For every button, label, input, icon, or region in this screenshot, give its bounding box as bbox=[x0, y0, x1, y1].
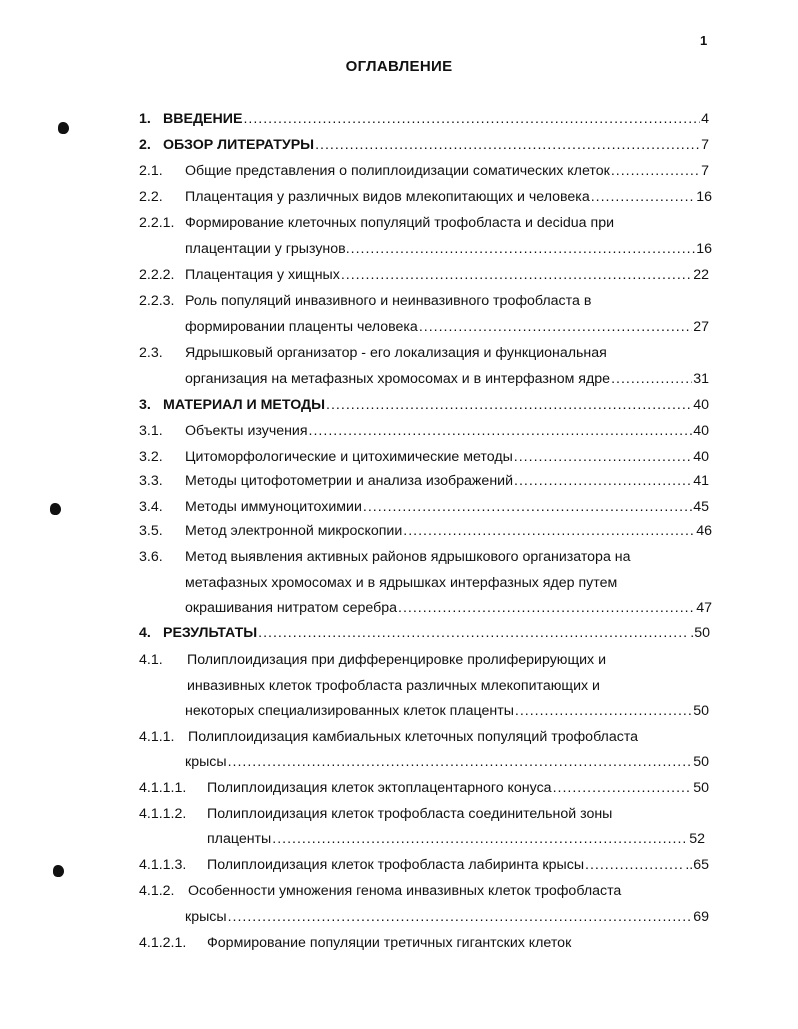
page-number: 1 bbox=[700, 33, 708, 48]
toc-entry-title[interactable]: Ядрышковый организатор - его локализация и функциональная bbox=[185, 345, 607, 361]
toc-entry-number: 3.4. bbox=[139, 499, 163, 515]
toc-entry-number: 2.2.2. bbox=[139, 267, 175, 283]
toc-entry-page: 31 bbox=[693, 371, 709, 387]
toc-entry-page: 50 bbox=[693, 780, 709, 796]
toc-entry-title: Метод электронной микроскопии bbox=[185, 523, 403, 539]
punch-hole-mark bbox=[53, 865, 64, 877]
punch-hole-mark bbox=[50, 503, 61, 515]
toc-entry[interactable] bbox=[185, 188, 712, 206]
toc-entry-title[interactable]: Метод выявления активных районов ядрышкового организатора на bbox=[185, 549, 631, 565]
toc-entry[interactable] bbox=[185, 240, 712, 258]
toc-entry-title-cont: крысы bbox=[185, 754, 227, 770]
toc-entry-title-cont: формировании плаценты человека bbox=[185, 319, 418, 335]
toc-entry-number: 4.1. bbox=[139, 652, 163, 668]
toc-entry-title: Полиплоидизация клеток эктоплацентарного конуса bbox=[207, 780, 552, 796]
toc-entry[interactable] bbox=[163, 396, 709, 414]
toc-entry[interactable] bbox=[185, 522, 712, 540]
toc-entry-title: МАТЕРИАЛ И МЕТОДЫ bbox=[163, 397, 326, 413]
toc-entry[interactable] bbox=[207, 856, 709, 874]
toc-entry-number: 3.2. bbox=[139, 449, 163, 465]
toc-entry-title[interactable]: Роль популяций инвазивного и неинвазивного трофобласта в bbox=[185, 293, 592, 309]
toc-entry-number: 2.3. bbox=[139, 345, 163, 361]
toc-entry-page: 16 bbox=[696, 189, 712, 205]
toc-entry[interactable] bbox=[185, 753, 709, 771]
toc-entry-title: Общие представления о полиплоидизации соматических клеток bbox=[185, 163, 610, 179]
toc-entry-number: 3. bbox=[139, 397, 151, 413]
toc-entry-number: 3.5. bbox=[139, 523, 163, 539]
toc-entry-number: 4. bbox=[139, 625, 151, 641]
toc-entry[interactable] bbox=[185, 702, 709, 720]
toc-entry-number: 2.2.1. bbox=[139, 215, 175, 231]
toc-entry-page: ..65 bbox=[685, 857, 709, 873]
toc-entry-title: Объекты изучения bbox=[185, 423, 308, 439]
toc-entry-number: 4.1.1.3. bbox=[139, 857, 187, 873]
toc-entry[interactable] bbox=[185, 266, 709, 284]
toc-entry[interactable] bbox=[207, 830, 705, 848]
toc-entry-title-cont: плацентации у грызунов. bbox=[185, 241, 350, 257]
toc-entry-page: 69 bbox=[693, 909, 709, 925]
toc-entry-title-cont[interactable]: инвазивных клеток трофобласта различных млекопитающих и bbox=[187, 678, 600, 694]
toc-entry-number: 3.3. bbox=[139, 473, 163, 489]
toc-entry-title[interactable]: Полиплоидизация камбиальных клеточных популяций трофобласта bbox=[188, 729, 639, 745]
toc-entry-page: 40 bbox=[693, 397, 709, 413]
toc-entry-page: .50 bbox=[690, 625, 710, 641]
toc-entry-title: Плацентация у хищных bbox=[185, 267, 340, 283]
toc-entry[interactable] bbox=[185, 472, 709, 490]
punch-hole-mark bbox=[58, 122, 69, 134]
toc-entry-title: Полиплоидизация клеток трофобласта лабиринта крысы bbox=[207, 857, 585, 873]
toc-entry-number: 2.2. bbox=[139, 189, 163, 205]
toc-entry[interactable] bbox=[185, 498, 709, 516]
toc-entry-page: 4 bbox=[701, 111, 709, 127]
toc-entry-title[interactable]: Полиплоидизация при дифференцировке пролиферирующих и bbox=[187, 652, 607, 668]
toc-entry[interactable] bbox=[163, 624, 710, 642]
toc-entry-title-cont: крысы bbox=[185, 909, 227, 925]
toc-entry[interactable] bbox=[185, 448, 709, 466]
toc-entry-title: Цитоморфологические и цитохимические методы bbox=[185, 449, 513, 465]
toc-entry[interactable] bbox=[185, 599, 712, 617]
toc-entry-number: 2. bbox=[139, 137, 151, 153]
page-title: ОГЛАВЛЕНИЕ bbox=[345, 58, 453, 75]
toc-entry-page: 22 bbox=[693, 267, 709, 283]
toc-entry-page: 46 bbox=[696, 523, 712, 539]
toc-entry-page: 41 bbox=[693, 473, 709, 489]
toc-entry[interactable] bbox=[207, 779, 709, 797]
toc-entry-page: 7 bbox=[701, 137, 709, 153]
toc-entry-title: ВВЕДЕНИЕ bbox=[163, 111, 243, 127]
toc-entry-title[interactable]: Особенности умножения генома инвазивных клеток трофобласта bbox=[188, 883, 622, 899]
toc-entry[interactable] bbox=[185, 422, 709, 440]
toc-entry[interactable] bbox=[185, 162, 709, 180]
toc-entry-title[interactable]: Формирование клеточных популяций трофобласта и decidua при bbox=[185, 215, 615, 231]
toc-entry-title: РЕЗУЛЬТАТЫ bbox=[163, 625, 258, 641]
toc-entry-page: 45 bbox=[693, 499, 709, 515]
toc-entry[interactable] bbox=[185, 908, 709, 926]
toc-entry-number: 4.1.1.1. bbox=[139, 780, 187, 796]
toc-entry-number: 3.6. bbox=[139, 549, 163, 565]
toc-entry-number: 4.1.2.1. bbox=[139, 935, 187, 951]
toc-entry[interactable] bbox=[185, 318, 709, 336]
toc-entry-page: 50 bbox=[693, 754, 709, 770]
toc-entry-page: 40 bbox=[693, 449, 709, 465]
toc-entry-page: 27 bbox=[693, 319, 709, 335]
toc-entry-title: ОБЗОР ЛИТЕРАТУРЫ bbox=[163, 137, 315, 153]
toc-entry-title-cont: окрашивания нитратом серебра bbox=[185, 600, 398, 616]
toc-entry[interactable] bbox=[163, 110, 709, 128]
toc-entry-number: 1. bbox=[139, 111, 151, 127]
toc-entry-title: Методы иммуноцитохимии bbox=[185, 499, 362, 515]
toc-entry-page: 7 bbox=[701, 163, 709, 179]
toc-entry-number: 4.1.1. bbox=[139, 729, 175, 745]
toc-entry-number: 4.1.2. bbox=[139, 883, 175, 899]
toc-entry-title: Методы цитофотометрии и анализа изображений bbox=[185, 473, 514, 489]
toc-entry-title[interactable]: Полиплоидизация клеток трофобласта соединительной зоны bbox=[207, 806, 613, 822]
toc-entry-title-cont: некоторых специализированных клеток плаценты bbox=[185, 703, 514, 719]
toc-entry-number: 3.1. bbox=[139, 423, 163, 439]
toc-entry-title-cont: плаценты bbox=[207, 831, 272, 847]
toc-entry-title: Плацентация у различных видов млекопитающих и человека bbox=[185, 189, 590, 205]
toc-entry-number: 2.2.3. bbox=[139, 293, 175, 309]
toc-entry-title-cont[interactable]: метафазных хромосомах и в ядрышках интерфазных ядер путем bbox=[185, 575, 618, 591]
toc-entry-page: 50 bbox=[693, 703, 709, 719]
toc-entry-title[interactable]: Формирование популяции третичных гигантских клеток bbox=[207, 935, 572, 951]
toc-entry-page: 16 bbox=[696, 241, 712, 257]
toc-entry-number: 4.1.1.2. bbox=[139, 806, 187, 822]
toc-entry[interactable] bbox=[185, 370, 709, 388]
toc-entry-title-cont: организация на метафазных хромосомах и в интерфазном ядре bbox=[185, 371, 611, 387]
toc-entry[interactable] bbox=[163, 136, 709, 154]
toc-entry-number: 2.1. bbox=[139, 163, 163, 179]
toc-entry-page: 52 bbox=[689, 831, 705, 847]
toc-entry-page: 40 bbox=[693, 423, 709, 439]
toc-entry-page: 47 bbox=[696, 600, 712, 616]
